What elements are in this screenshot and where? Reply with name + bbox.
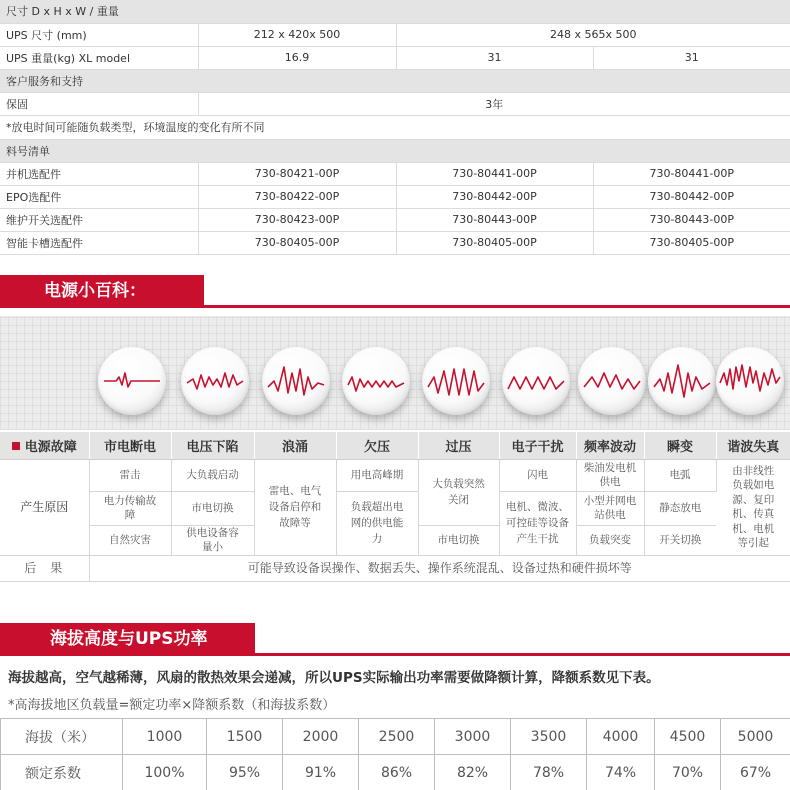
part-number: 730-80423-00P: [198, 208, 396, 231]
banner-title: 电源小百科：: [44, 281, 146, 301]
spec-table: [0, 0, 790, 255]
note-row: [0, 115, 790, 139]
cause-cell: [499, 491, 576, 555]
derating-value: 91%: [283, 755, 359, 790]
cause-text: 大负载突然关闭: [432, 478, 485, 506]
ups-size-row: [0, 23, 790, 46]
overvoltage-wave-icon: [422, 347, 490, 415]
altitude-formula: *高海拔地区负载量=额定功率×降额系数（和海拔系数）: [8, 698, 336, 713]
banner-underline: [0, 305, 790, 308]
cause-text: 供电设备容量小: [186, 527, 239, 553]
fault-header: 欠压: [336, 432, 418, 459]
size-value-small: 212 x 420x 500: [198, 23, 396, 46]
derating-row: [1, 755, 790, 790]
altitude-value: 1500: [207, 719, 283, 755]
harmonic-distortion-wave-icon: [716, 347, 784, 415]
row-label: 维护开关选配件: [0, 208, 198, 231]
part-number: 730-80443-00P: [396, 208, 593, 231]
altitude-value: 3000: [435, 719, 511, 755]
fault-header: 浪涌: [254, 432, 336, 459]
part-number: 730-80421-00P: [198, 162, 396, 185]
fault-header: 谐波失真: [716, 432, 790, 459]
row-label: EPO选配件: [0, 185, 198, 208]
cause-cell: 静态放电: [644, 491, 716, 525]
consequence-label: 后果: [0, 555, 89, 581]
part-number: 730-80405-00P: [593, 231, 790, 254]
cause-label: 产生原因: [0, 459, 89, 555]
section-title: 客户服务和支持: [0, 69, 790, 92]
derating-row-label: 额定系数: [1, 755, 123, 790]
fault-header-row: [0, 432, 790, 459]
fault-header: 电压下陷: [171, 432, 254, 459]
warranty-row: [0, 92, 790, 115]
fault-header: 电子干扰: [499, 432, 576, 459]
size-value-large: 248 x 565x 500: [396, 23, 790, 46]
red-square-icon: [12, 442, 20, 450]
part-number: 730-80405-00P: [198, 231, 396, 254]
altitude-value: 2500: [359, 719, 435, 755]
derating-value: 95%: [207, 755, 283, 790]
discharge-note: *放电时间可能随负载类型，环境温度的变化有所不同: [0, 115, 790, 139]
cause-cell: 雷击: [89, 459, 171, 491]
altitude-row: [1, 719, 790, 755]
cause-cell: 市电切换: [418, 525, 499, 555]
cause-cell: 自然灾害: [89, 525, 171, 555]
surge-wave-icon: [262, 347, 330, 415]
electrical-noise-wave-icon: [502, 347, 570, 415]
derating-value: 70%: [655, 755, 721, 790]
row-label: 并机选配件: [0, 162, 198, 185]
fault-header: 市电断电: [89, 432, 171, 459]
consequence-row: [0, 555, 790, 581]
part-row: [0, 231, 790, 254]
waveform-band: [0, 316, 790, 430]
derating-value: 86%: [359, 755, 435, 790]
cause-cell: [336, 491, 418, 555]
banner-title: 海拔高度与UPS功率: [50, 629, 208, 649]
section-title: 料号清单: [0, 139, 790, 162]
altitude-value: 2000: [283, 719, 359, 755]
cause-cell: 用电高峰期: [336, 459, 418, 491]
cause-text: 由非线性负载如电源、复印机、传真机、电机等引起: [732, 464, 775, 549]
row-label: UPS 尺寸 (mm): [0, 23, 198, 46]
fault-header: 瞬变: [644, 432, 716, 459]
part-number: 730-80441-00P: [593, 162, 790, 185]
altitude-row-label: 海拔（米）: [1, 719, 123, 755]
cause-cell: [89, 491, 171, 525]
cause-cell: [171, 525, 254, 555]
fault-header: 过压: [418, 432, 499, 459]
cause-row: [0, 491, 790, 525]
frequency-variation-wave-icon: [578, 347, 646, 415]
altitude-value: 5000: [721, 719, 790, 755]
cause-cell: 电弧: [644, 459, 716, 491]
part-number: 730-80443-00P: [593, 208, 790, 231]
power-outage-wave-icon: [98, 347, 166, 415]
part-row: [0, 162, 790, 185]
cause-text: 小型并网电站供电: [583, 495, 637, 521]
altitude-table: [0, 718, 790, 790]
part-number: 730-80442-00P: [593, 185, 790, 208]
derating-value: 74%: [587, 755, 655, 790]
cause-cell: [576, 459, 644, 491]
cause-row: [0, 459, 790, 491]
altitude-value: 4000: [587, 719, 655, 755]
part-number: 730-80442-00P: [396, 185, 593, 208]
cause-cell: 开关切换: [644, 525, 716, 555]
derating-value: 67%: [721, 755, 790, 790]
part-number: 730-80405-00P: [396, 231, 593, 254]
cause-cell: 负载突变: [576, 525, 644, 555]
cause-text: 电力传输故障: [103, 495, 157, 521]
weight-value: 31: [593, 46, 790, 69]
transient-wave-icon: [648, 347, 716, 415]
size-section-header: [0, 0, 790, 23]
altitude-value: 3500: [511, 719, 587, 755]
fault-header: 频率波动: [576, 432, 644, 459]
altitude-value: 1000: [123, 719, 207, 755]
cause-text: 电机、微波、可控硅等设备产生干扰: [506, 501, 569, 545]
cause-text: 负载超出电网的供电能力: [350, 501, 404, 545]
derating-value: 78%: [511, 755, 587, 790]
voltage-sag-wave-icon: [181, 347, 249, 415]
cause-text: 柴油发电机供电: [583, 462, 637, 488]
fault-corner-header: [0, 432, 89, 459]
banner-underline: [0, 653, 790, 656]
warranty-value: 3年: [198, 92, 790, 115]
derating-value: 100%: [123, 755, 207, 790]
part-row: [0, 208, 790, 231]
part-row: [0, 185, 790, 208]
parts-section-header: [0, 139, 790, 162]
row-label: 智能卡槽选配件: [0, 231, 198, 254]
row-label: 保固: [0, 92, 198, 115]
corner-label: 电源故障: [24, 439, 77, 455]
row-label: UPS 重量(kg) XL model: [0, 46, 198, 69]
altitude-value: 4500: [655, 719, 721, 755]
undervoltage-wave-icon: [342, 347, 410, 415]
cause-cell: 大负载启动: [171, 459, 254, 491]
service-section-header: [0, 69, 790, 92]
cause-cell: [576, 491, 644, 525]
cause-text: 雷电、电气设备启停和故障等: [268, 485, 322, 529]
power-fault-table: [0, 432, 790, 582]
cause-cell: [716, 459, 790, 555]
weight-value: 16.9: [198, 46, 396, 69]
derating-value: 82%: [435, 755, 511, 790]
cause-cell: 市电切换: [171, 491, 254, 525]
cause-cell: [254, 459, 336, 555]
part-number: 730-80422-00P: [198, 185, 396, 208]
weight-value: 31: [396, 46, 593, 69]
cause-cell: [418, 459, 499, 525]
altitude-paragraph: 海拔越高，空气越稀薄，风扇的散热效果会递减，所以UPS实际输出功率需要做降额计算，降额系数见下表。: [8, 670, 660, 686]
ups-weight-row: [0, 46, 790, 69]
consequence-text: 可能导致设备误操作、数据丢失、操作系统混乱、设备过热和硬件损坏等: [89, 555, 790, 581]
cause-cell: 闪电: [499, 459, 576, 491]
part-number: 730-80441-00P: [396, 162, 593, 185]
section-title: 尺寸 D x H x W / 重量: [0, 0, 790, 23]
